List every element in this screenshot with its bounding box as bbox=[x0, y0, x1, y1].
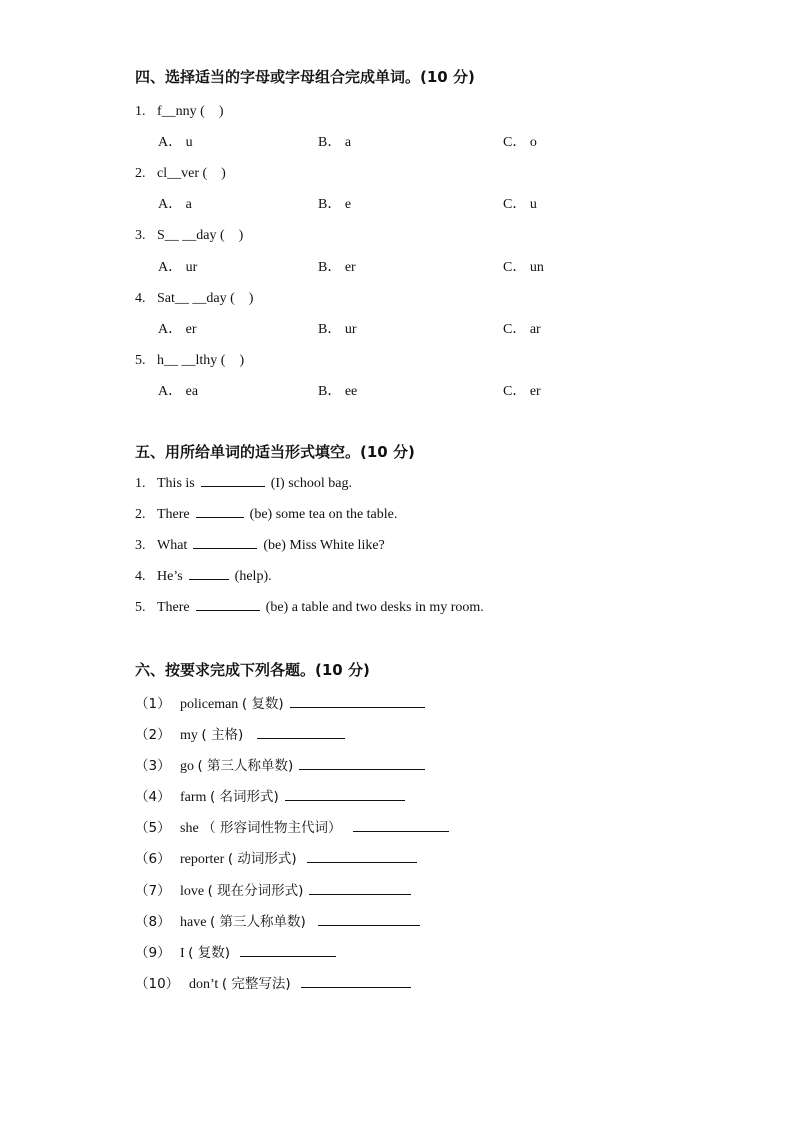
answer-line[interactable] bbox=[309, 882, 411, 895]
question-text: Sat__ __day ( ) bbox=[157, 291, 254, 306]
question-word: love bbox=[180, 884, 205, 899]
s6-question-8 bbox=[135, 910, 420, 931]
s6-question-9 bbox=[135, 941, 336, 962]
s4-q3-option-b[interactable]: B． er bbox=[318, 260, 356, 275]
s6-question-1 bbox=[135, 692, 425, 713]
s6-question-10 bbox=[135, 972, 411, 993]
s6-question-6 bbox=[135, 847, 417, 868]
question-text: h__ __lthy ( ) bbox=[157, 353, 245, 368]
s4-question-3 bbox=[135, 224, 243, 244]
s4-q5-option-a[interactable]: A． ea bbox=[158, 384, 199, 399]
answer-line[interactable] bbox=[290, 695, 425, 708]
question-requirement: ( 第三人称单数) bbox=[197, 758, 294, 774]
question-number: 4. bbox=[135, 291, 146, 306]
question-text-after: (be) Miss White like? bbox=[263, 538, 385, 553]
s4-q4-option-c[interactable]: C． ar bbox=[503, 322, 541, 337]
question-word: reporter bbox=[180, 852, 225, 867]
question-number: （5） bbox=[135, 820, 171, 836]
s6-question-2 bbox=[135, 723, 345, 744]
s4-q4-option-b[interactable]: B． ur bbox=[318, 322, 357, 337]
question-word: farm bbox=[180, 790, 207, 805]
s4-q3-option-a[interactable]: A． ur bbox=[158, 260, 198, 275]
s4-q4-option-a[interactable]: A． er bbox=[158, 322, 197, 337]
s6-question-5 bbox=[135, 816, 449, 837]
question-text-before: He’s bbox=[157, 569, 183, 584]
question-word: don’t bbox=[189, 977, 219, 992]
question-number: 2. bbox=[135, 507, 146, 522]
question-text: S__ __day ( ) bbox=[157, 228, 244, 243]
question-word: have bbox=[180, 915, 207, 930]
question-number: 1. bbox=[135, 476, 146, 491]
s4-q1-option-a[interactable]: A． u bbox=[158, 135, 193, 150]
question-number: （10） bbox=[135, 976, 180, 992]
question-number: （6） bbox=[135, 851, 171, 867]
answer-blank[interactable] bbox=[196, 505, 244, 518]
s5-question-2 bbox=[135, 505, 397, 523]
answer-line[interactable] bbox=[307, 850, 417, 863]
answer-line[interactable] bbox=[299, 757, 425, 770]
s5-question-5 bbox=[135, 598, 484, 616]
question-word: my bbox=[180, 728, 198, 743]
question-number: （9） bbox=[135, 945, 171, 961]
s5-question-1 bbox=[135, 474, 352, 492]
question-requirement: ( 现在分词形式) bbox=[207, 883, 304, 899]
question-number: （1） bbox=[135, 696, 171, 712]
s6-question-7 bbox=[135, 879, 411, 900]
s6-question-4 bbox=[135, 785, 405, 806]
s4-q1-option-b[interactable]: B． a bbox=[318, 135, 352, 150]
section-4-title: 四、选择适当的字母或字母组合完成单词。(10 分) bbox=[135, 68, 475, 86]
answer-blank[interactable] bbox=[193, 536, 257, 549]
s4-q1-option-c[interactable]: C． o bbox=[503, 135, 537, 150]
question-word: she bbox=[180, 821, 199, 836]
s4-question-1 bbox=[135, 100, 224, 120]
question-text-after: (be) a table and two desks in my room. bbox=[265, 600, 484, 615]
question-number: 3. bbox=[135, 228, 146, 243]
question-requirement: （ 形容词性物主代词） bbox=[202, 820, 342, 836]
question-number: （4） bbox=[135, 789, 171, 805]
s6-question-3 bbox=[135, 754, 425, 775]
question-requirement: ( 复数) bbox=[188, 945, 230, 961]
question-text-before: What bbox=[157, 538, 188, 553]
question-text-after: (be) some tea on the table. bbox=[249, 507, 398, 522]
question-text-before: This is bbox=[157, 476, 195, 491]
question-word: go bbox=[180, 759, 194, 774]
answer-line[interactable] bbox=[301, 975, 411, 988]
question-requirement: ( 第三人称单数) bbox=[209, 914, 306, 930]
question-text-after: (I) school bag. bbox=[270, 476, 352, 491]
question-number: 5. bbox=[135, 353, 146, 368]
answer-line[interactable] bbox=[285, 788, 405, 801]
question-number: 5. bbox=[135, 600, 146, 615]
s5-question-4 bbox=[135, 567, 272, 585]
question-requirement: ( 名词形式) bbox=[209, 789, 279, 805]
s4-question-4 bbox=[135, 287, 253, 307]
question-number: （3） bbox=[135, 758, 171, 774]
question-text: f__nny ( ) bbox=[157, 104, 224, 119]
answer-line[interactable] bbox=[240, 944, 336, 957]
question-text-before: There bbox=[157, 600, 190, 615]
answer-line[interactable] bbox=[318, 913, 420, 926]
question-number: 4. bbox=[135, 569, 146, 584]
question-number: 1. bbox=[135, 104, 146, 119]
s4-q5-option-c[interactable]: C． er bbox=[503, 384, 541, 399]
question-word: I bbox=[180, 946, 185, 961]
answer-blank[interactable] bbox=[201, 474, 265, 487]
s4-q5-option-b[interactable]: B． ee bbox=[318, 384, 358, 399]
question-text-after: (help). bbox=[234, 569, 272, 584]
s4-question-2 bbox=[135, 162, 226, 182]
s4-q2-option-a[interactable]: A． a bbox=[158, 197, 192, 212]
answer-line[interactable] bbox=[257, 726, 345, 739]
question-number: （2） bbox=[135, 727, 171, 743]
s4-q2-option-b[interactable]: B． e bbox=[318, 197, 352, 212]
question-requirement: ( 主格) bbox=[201, 727, 244, 743]
s4-question-5 bbox=[135, 349, 244, 369]
question-requirement: ( 动词形式) bbox=[227, 851, 297, 867]
s5-question-3 bbox=[135, 536, 385, 554]
answer-line[interactable] bbox=[353, 819, 449, 832]
section-6-title: 六、按要求完成下列各题。(10 分) bbox=[135, 661, 370, 679]
question-text: cl__ver ( ) bbox=[157, 166, 226, 181]
question-requirement: ( 复数) bbox=[241, 696, 284, 712]
question-number: （8） bbox=[135, 914, 171, 930]
answer-blank[interactable] bbox=[196, 598, 260, 611]
s4-q2-option-c[interactable]: C． u bbox=[503, 197, 537, 212]
answer-blank[interactable] bbox=[189, 567, 229, 580]
question-text-before: There bbox=[157, 507, 190, 522]
question-number: （7） bbox=[135, 883, 171, 899]
question-requirement: ( 完整写法) bbox=[221, 976, 291, 992]
section-5-title: 五、用所给单词的适当形式填空。(10 分) bbox=[135, 443, 415, 461]
question-number: 3. bbox=[135, 538, 146, 553]
question-number: 2. bbox=[135, 166, 146, 181]
question-word: policeman bbox=[180, 697, 239, 712]
s4-q3-option-c[interactable]: C． un bbox=[503, 260, 544, 275]
